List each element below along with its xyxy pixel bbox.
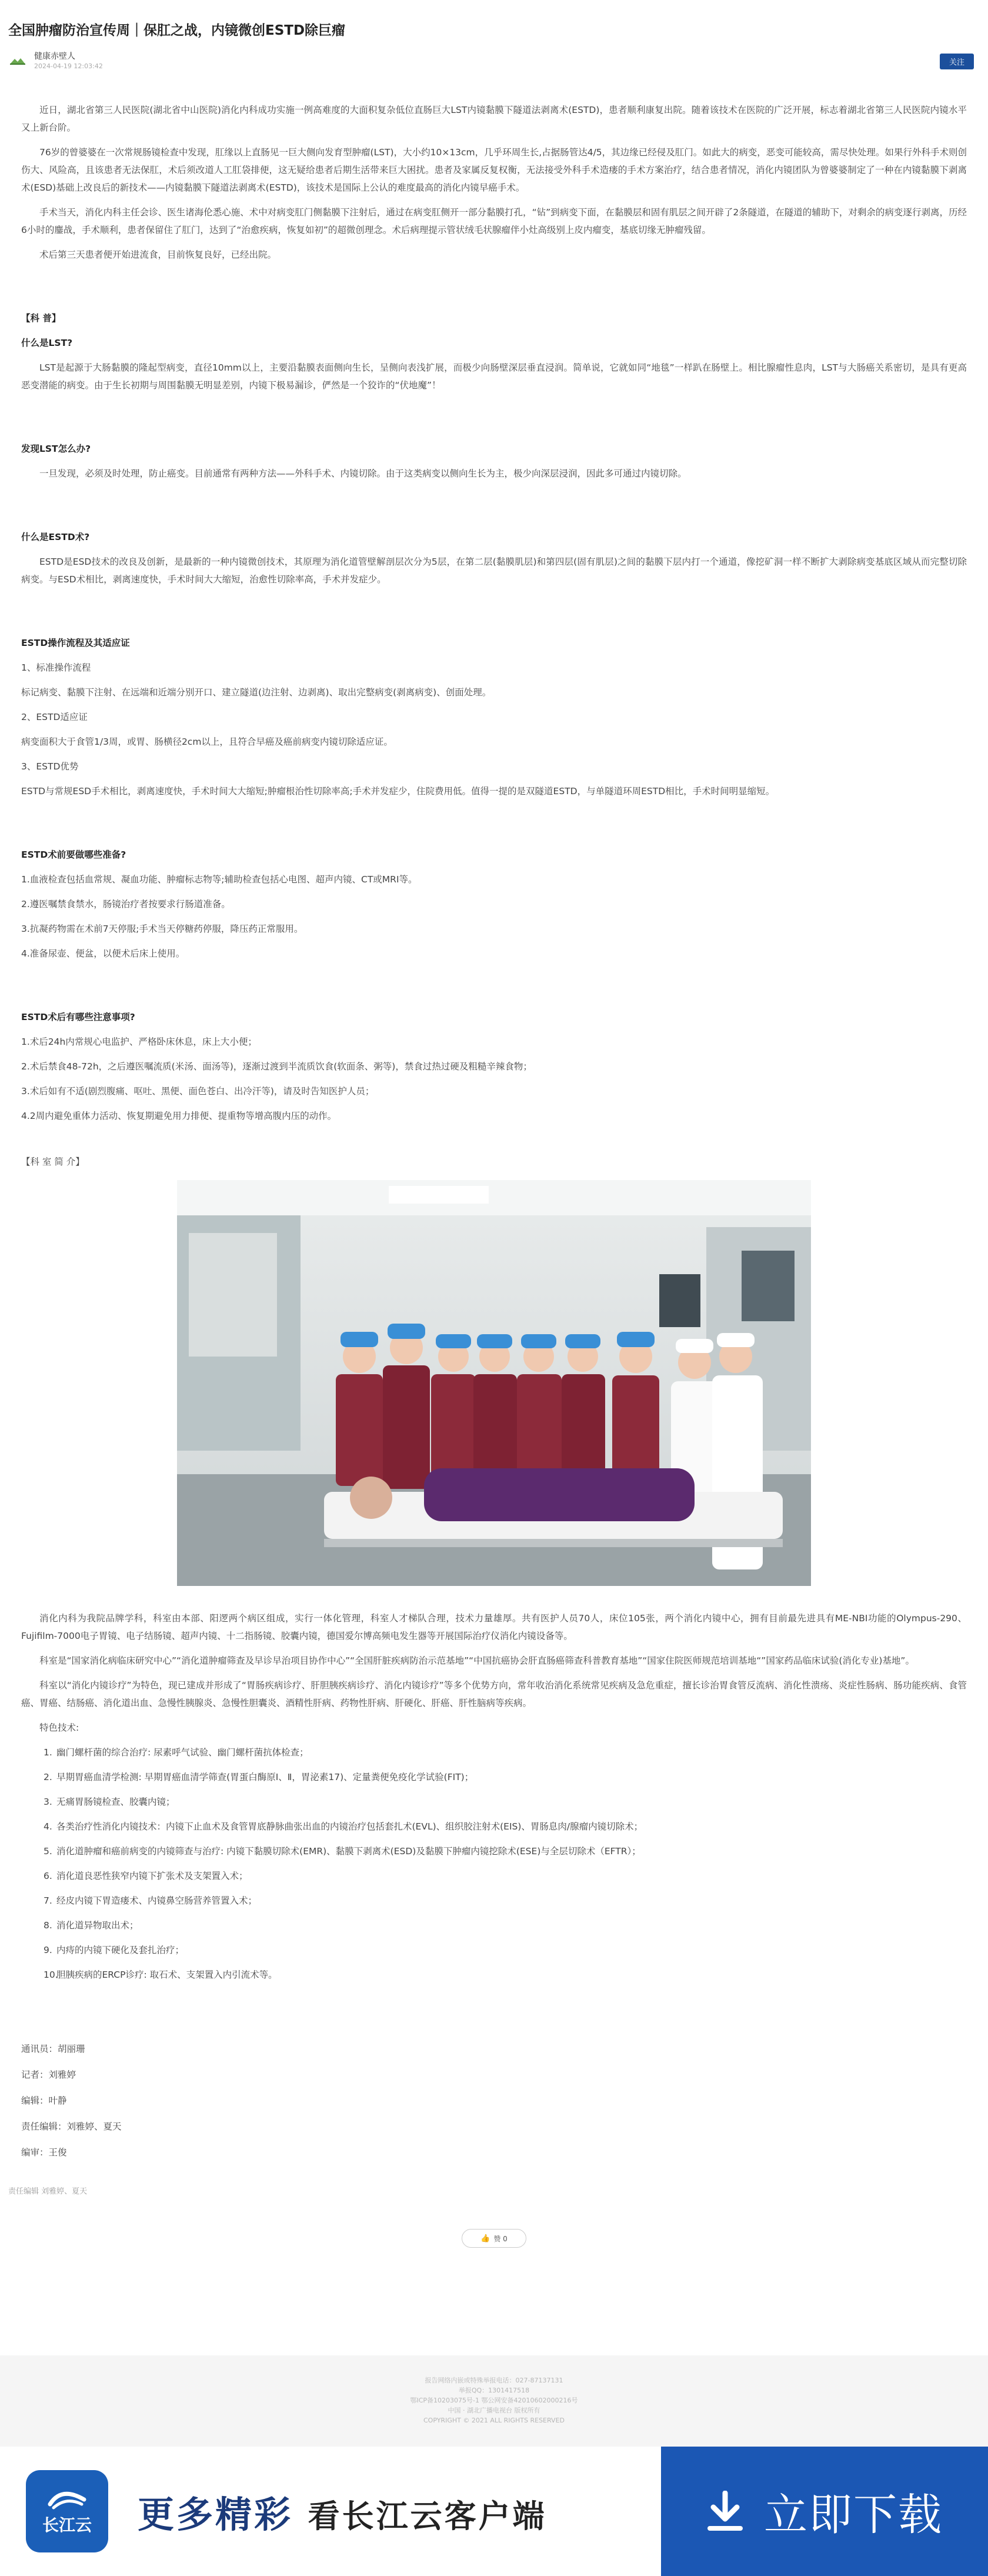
paragraph: 消化内科为我院品牌学科，科室由本部、阳逻两个病区组成，实行一体化管理，科室人才梯队合理，技术力量雄厚。共有医护人员70人，床位105张，两个消化内镜中心，拥有目前最先进具有ME-NBI功能的Olympus-290、Fujifilm-7000电子胃镜、电子结肠镜、超声内镜、十二指肠镜、胶囊内镜，德国爱尔博高频电发生器等开展国际治疗仪消化内镜设备等。 [21,1613,967,1641]
footer-line: 报告网络内嵌或特殊举报电话：027-87137131 [425,2377,563,2384]
list-item: 3. 无痛胃肠镜检查、胶囊内镜； [44,1797,175,1807]
credit-line: 编辑：叶静 [21,2095,67,2106]
list-item: 4.准备尿壶、便盆，以便术后床上使用。 [21,948,185,959]
article-content [8,101,980,2161]
slogan-sub: 看长江云客户端 [308,2497,547,2535]
author-name[interactable]: 健康赤壁人 [34,52,75,61]
question-heading: 什么是ESTD术? [21,532,90,542]
author-bar [8,49,980,73]
paragraph: 近日，湖北省第三人民医院(湖北省中山医院)消化内科成功实施一例高难度的大面积复杂低位直肠巨大LST内镜黏膜下隧道法剥离术(ESTD)，患者顺利康复出院。随着该技术在医院的广泛开展，标志着湖北省第三人民医院内镜水平又上新台阶。 [21,105,967,133]
list-item: 2.术后禁食48-72h，之后遵医嘱流质(米汤、面汤等)，逐渐过渡到半流质饮食(软面条、粥等)，禁食过热过硬及粗糙辛辣食物； [21,1061,532,1072]
banner-slogan [138,2485,547,2538]
follow-button[interactable]: 关注 [940,54,974,69]
slogan-main: 更多精彩 [138,2492,293,2536]
list-item: 3.术后如有不适(剧烈腹痛、呕吐、黑便、面色苍白、出冷汗等)，请及时告知医护人员； [21,1086,375,1097]
question-heading: 发现LST怎么办? [21,444,91,454]
list-item: 4.2周内避免重体力活动、恢复期避免用力排便、提重物等增高腹内压的动作。 [21,1111,337,1121]
app-name: 长江云 [42,2515,92,2535]
author-meta [34,51,103,71]
changjiang-cloud-logo-icon [26,2470,108,2552]
sub-heading: 2、ESTD适应证 [21,712,88,722]
app-download-banner[interactable] [0,2447,988,2576]
like-label: 赞 0 [493,2234,508,2243]
paragraph: ESTD与常规ESD手术相比，剥离速度快，手术时间大大缩短;肿瘤根治性切除率高;手术并发症少，住院费用低。值得一提的是双隧道ESTD，与单隧道环周ESTD相比，手术时间明显缩短。 [21,786,775,797]
thumbs-up-icon: 👍 [480,2234,490,2243]
list-item: 1.血液检查包括血常规、凝血功能、肿瘤标志物等;辅助检查包括心电图、超声内镜、CT或MRI等。 [21,874,418,885]
paragraph: 术后第三天患者便开始进流食，目前恢复良好，已经出院。 [39,249,277,260]
question-heading: ESTD术后有哪些注意事项? [21,1012,135,1022]
author-avatar-icon[interactable] [8,56,27,66]
paragraph: 科室以“消化内镜诊疗”为特色，现已建成并形成了“胃肠疾病诊疗、肝胆胰疾病诊疗、消化内镜诊疗”等多个优势方向，常年收治消化系统常见疾病及急危重症，擅长诊治胃食管反流病、消化性溃疡、炎症性肠病、肠功能疾病、食管癌、胃癌、结肠癌、消化道出血、急慢性胰腺炎、急慢性胆囊炎、酒精性肝病、药物性肝病、肝硬化、肝癌、肝性脑病等疾病。 [21,1680,967,1708]
like-area [8,2229,980,2248]
sub-heading: 1、标准操作流程 [21,662,91,673]
download-arrow-icon [706,2491,744,2532]
list-item: 7. 经皮内镜下胃造瘘术、内镜鼻空肠营养管置入术； [44,1895,258,1906]
sub-heading: 3、ESTD优势 [21,761,79,772]
paragraph: 76岁的曾婆婆在一次常规肠镜检查中发现，肛缘以上直肠见一巨大侧向发育型肿瘤(LST)，大小约10×13cm，几乎环周生长,占据肠管达4/5，其边缘已经侵及肛门。如此大的病变，恶变可能较高，需尽快处理。如果行外科手术则创伤大、风险高，且该患者无法保肛，术后须改道人工肛袋排便，这无疑给患者后期生活带来巨大困扰。患者及家属反复权衡，无法接受外科手术造瘘的手术方案治疗，结合患者情况，消化内镜团队为曾婆婆制定了一种在内镜黏膜下剥离术(ESD)基础上改良后的新技术——内镜黏膜下隧道法剥离术(ESTD)，该技术是国际上公认的难度最高的消化内镜早癌手术。 [21,147,967,193]
paragraph: 标记病变、黏膜下注射、在远端和近端分别开口、建立隧道(边注射、边剥离)、取出完整病变(剥离病变)、创面处理。 [21,687,492,698]
editor-credits [21,2040,967,2161]
department-team-photo [177,1180,811,1586]
question-heading: ESTD操作流程及其适应证 [21,638,130,648]
list-item: 5. 消化道肿瘤和癌前病变的内镜筛查与治疗: 内镜下黏膜切除术(EMR)、黏膜下剥离术(ESD)及黏膜下肿瘤内镜挖除术(ESE)与全层切除术（EFTR）； [44,1846,641,1857]
site-footer [0,2355,988,2447]
like-button[interactable] [462,2229,526,2248]
list-item: 6. 消化道良恶性狭窄内镜下扩张术及支架置入术； [44,1871,248,1881]
credit-line: 记者：刘雅婷 [21,2070,76,2080]
author-info [8,51,103,71]
footer-line: COPYRIGHT © 2021 ALL RIGHTS RESERVED [423,2417,565,2424]
features-label: 特色技术: [39,1722,79,1733]
list-item: 9. 内痔的内镜下硬化及套扎治疗； [44,1945,185,1955]
paragraph: 手术当天，消化内科主任会诊、医生诸海伦悉心施、术中对病变肛门侧黏膜下注射后，通过在病变肛侧开一部分黏膜打孔，“钻”到病变下面，在黏膜层和固有肌层之间开辟了2条隧道，在隧道的辅助下，对剩余的病变逐行剥离，历经6小时的鏖战，手术顺利，患者保留住了肛门，达到了“治愈疾病，恢复如初”的超微创理念。术后病理提示管状绒毛状腺瘤伴小灶高级别上皮内瘤变，基底切缘无肿瘤残留。 [21,207,967,235]
question-heading: 什么是LST? [21,338,73,348]
download-button[interactable] [661,2447,988,2576]
section-tag-department: 【科 室 简 介】 [21,1157,85,1167]
duty-editor: 责任编辑 刘雅婷、夏天 [8,2187,88,2196]
list-item: 8. 消化道异物取出术； [44,1920,139,1931]
credit-line: 编审：王俊 [21,2147,67,2158]
paragraph: ESTD是ESD技术的改良及创新，是最新的一种内镜微创技术，其原理为消化道管壁解剖层次分为5层，在第二层(黏膜肌层)和第四层(固有肌层)之间的黏膜下层内打一个通道，像挖矿洞一样不断扩大剥除病变基底区域从而完整切除病变。与ESD术相比，剥离速度快，手术时间大大缩短，治愈性切除率高，手术并发症少。 [21,556,967,585]
features-list [44,1744,967,1984]
download-label: 立即下载 [764,2490,943,2540]
credit-line: 通讯员：胡丽珊 [21,2044,85,2054]
publish-time: 2024-04-19 12:03:42 [34,62,103,70]
list-item: 1.术后24h内常规心电监护、严格卧床休息，床上大小便； [21,1037,257,1047]
list-item: 4. 各类治疗性消化内镜技术：内镜下止血术及食管胃底静脉曲张出血的内镜治疗包括套扎术(EVL)、组织胶注射术(EIS)、胃肠息肉/腺瘤内镜切除术； [44,1821,643,1832]
list-item: 1. 幽门螺杆菌的综合治疗: 尿素呼气试验、幽门螺杆菌抗体检查； [44,1747,309,1758]
paragraph: 一旦发现，必须及时处理，防止癌变。目前通常有两种方法——外科手术、内镜切除。由于这类病变以侧向生长为主，极少向深层浸润，因此多可通过内镜切除。 [39,468,687,479]
footer-line: 中国 · 湖北广播电视台 版权所有 [448,2407,540,2414]
list-item: 2. 早期胃癌血清学检测: 早期胃癌血清学筛查(胃蛋白酶原Ⅰ、Ⅱ，胃泌素17)、定量粪便免疫化学试验(FIT)； [44,1772,474,1782]
list-item: 3.抗凝药物需在术前7天停服;手术当天停糖药停服，降压药正常服用。 [21,924,303,934]
footer-line: 鄂ICP备10203075号-1 鄂公网安备42010602000216号 [410,2397,578,2404]
credit-line: 责任编辑：刘雅婷、夏天 [21,2121,122,2132]
question-heading: ESTD术前要做哪些准备? [21,849,126,860]
section-tag-science: 【科 普】 [21,313,61,324]
banner-promo[interactable] [0,2447,661,2576]
article-title: 全国肿瘤防治宣传周｜保肛之战，内镜微创ESTD除巨瘤 [8,23,346,38]
paragraph: 病变面积大于食管1/3周，或胃、肠横径2cm以上，且符合早癌及癌前病变内镜切除适应证。 [21,737,393,747]
paragraph: LST是起源于大肠黏膜的隆起型病变，直径10mm以上，主要沿黏膜表面侧向生长，呈侧向表浅扩展，而极少向肠壁深层垂直浸润。简单说，它就如同“地毯”一样趴在肠壁上。相比腺瘤性息肉，LST与大肠癌关系密切，是具有更高恶变潜能的病变。由于生长初期与周围黏膜无明显差别，内镜下极易漏诊，俨然是一个狡诈的“伏地魔”！ [21,362,967,391]
footer-line: 举报QQ：1301417518 [458,2387,530,2394]
paragraph: 科室是“国家消化病临床研究中心”“消化道肿瘤筛查及早诊早治项目协作中心”“全国肝脏疾病防治示范基地”“中国抗癌协会肝直肠癌筛查科普教育基地”“国家住院医师规范培训基地“”国家药品临床试验(消化专业)基地”。 [39,1655,914,1666]
list-item: 2.遵医嘱禁食禁水，肠镜治疗者按要求行肠道准备。 [21,899,231,909]
list-item: 10.胆胰疾病的ERCP诊疗: 取石术、支架置入内引流术等。 [44,1970,278,1980]
